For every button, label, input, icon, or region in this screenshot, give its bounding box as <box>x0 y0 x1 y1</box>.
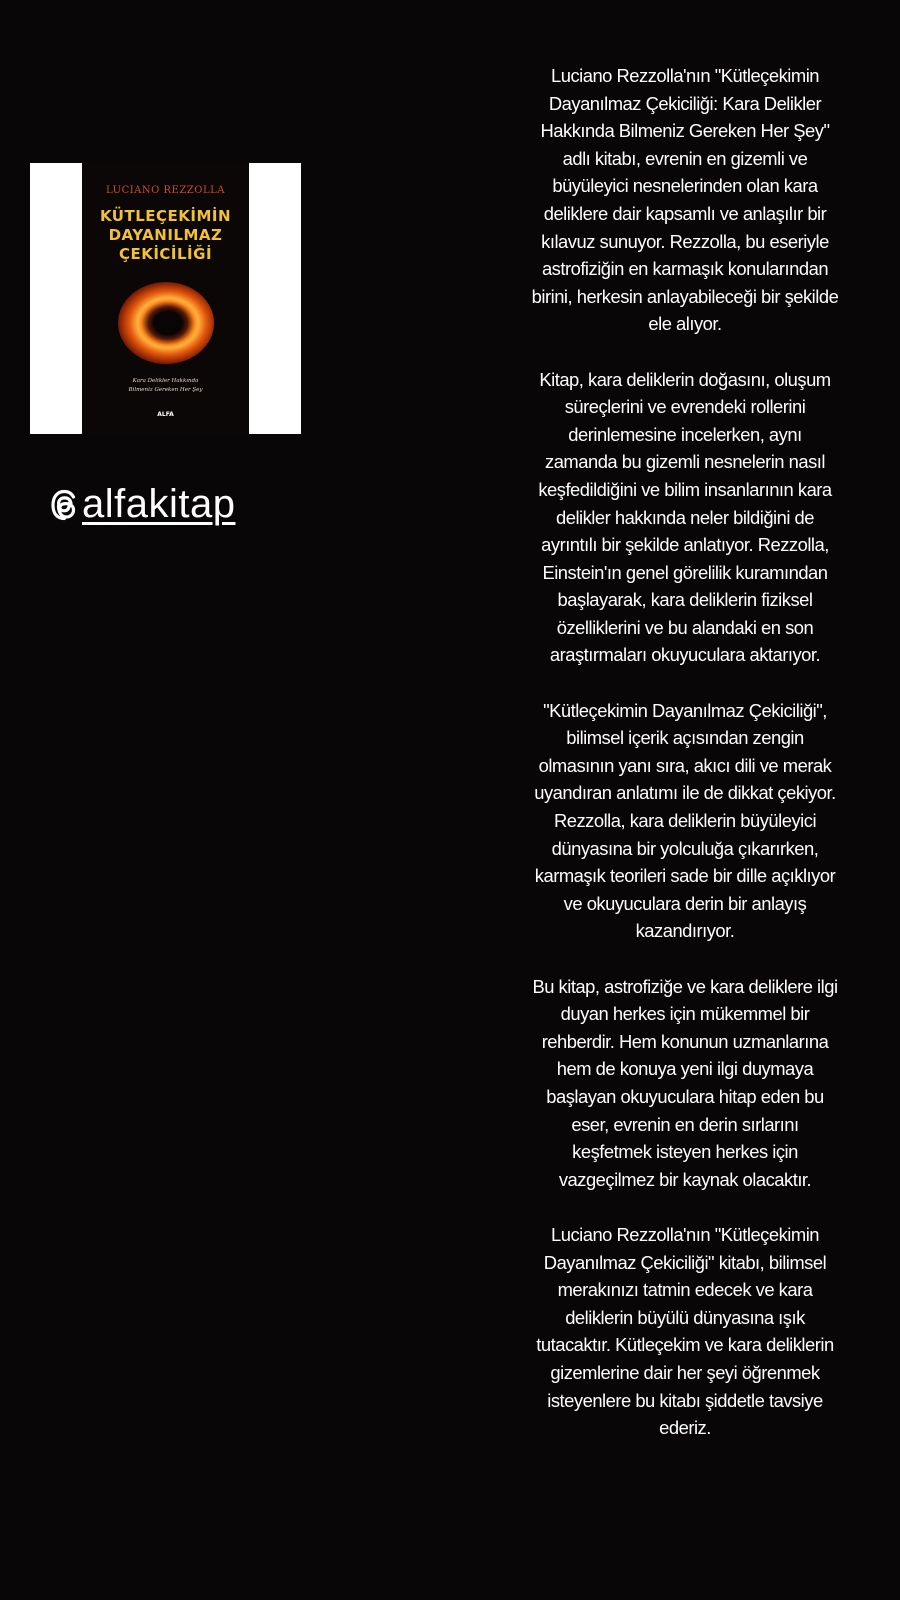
description-paragraph: "Kütleçekimin Dayanılmaz Çekiciliği", bilimsel içerik açısından zengin olmasının yanı sıra, akıcı dili ve merak uyandıran anlatımı ile de dikkat çekiyor. Rezzolla, kara deliklerin büyüleyici dünyasına bir yolculuğa çıkarırken, karmaşık teorileri sade bir dille açıklıyor ve okuyuculara derin bir anlayış kazandırıyor. <box>534 699 836 942</box>
cover-title-line: DAYANILMAZ <box>108 226 223 244</box>
description-paragraph: Luciano Rezzolla'nın "Kütleçekimin Dayanılmaz Çekiciliği" kitabı, bilimsel merakınızı tatmin edecek ve kara deliklerin büyülü dünyasına ışık tutacaktır. Kütleçekim ve kara deliklerin gizemlerine dair her şeyi öğrenmek isteyenlere bu kitabı şiddetle tavsiye ederiz. <box>536 1223 834 1439</box>
cover-title <box>82 207 249 264</box>
description-paragraph: Luciano Rezzolla'nın "Kütleçekimin Dayanılmaz Çekiciliği: Kara Delikler Hakkında Bilmeniz Gereken Her Şey" adlı kitabı, evrenin en gizemli ve büyüleyici nesnelerinden olan kara deliklere dair kapsamlı ve anlaşılır bir kılavuz sunuyor. Rezzolla, bu eseriyle astrofiziğin en karmaşık konularından birini, herkesin anlayabileceği bir şekilde ele alıyor. <box>531 65 839 335</box>
description-paragraph: Kitap, kara deliklerin doğasını, oluşum süreçlerini ve evrendeki rollerini derinlemesine incelerken, aynı zamanda bu gizemli nesnelerin nasıl keşfedildiğini ve bilim insanlarının kara delikler hakkında neler bildiğini de ayrıntılı bir şekilde anlatıyor. Rezzolla, Einstein'ın genel görelilik kuramından başlayarak, kara deliklerin fiziksel özelliklerini ve bu alandaki en son araştırmaları okuyuculara aktarıyor. <box>538 368 832 666</box>
black-hole-image <box>118 282 214 364</box>
description-paragraph: Bu kitap, astrofiziğe ve kara deliklere ilgi duyan herkes için mükemmel bir rehberdir. Hem konunun uzmanlarına hem de konuya yeni ilgi duymaya başlayan okuyuculara hitap eden bu eser, evrenin en derin sırlarını keşfetmek isteyen herkes için vazgeçilmez bir kaynak olacaktır. <box>532 975 838 1190</box>
threads-icon <box>50 489 78 521</box>
cover-title-line: ÇEKİCİLİĞİ <box>118 245 213 263</box>
cover-author: LUCIANO REZZOLLA <box>106 185 225 196</box>
cover-subtitle-line: Bilmeniz Gereken Her Şey <box>128 387 203 393</box>
book-image <box>30 163 301 434</box>
cover-subtitle-line: Kara Delikler Hakkında <box>132 378 199 384</box>
description-text <box>530 62 840 1469</box>
publisher-logo: ALFA <box>157 411 174 418</box>
cover-title-line: KÜTLEÇEKİMİN <box>99 207 232 225</box>
threads-handle-sticker[interactable] <box>50 482 235 527</box>
cover-subtitle <box>82 377 249 395</box>
handle-text[interactable]: alfakitap <box>82 482 236 526</box>
book-cover <box>82 163 249 434</box>
